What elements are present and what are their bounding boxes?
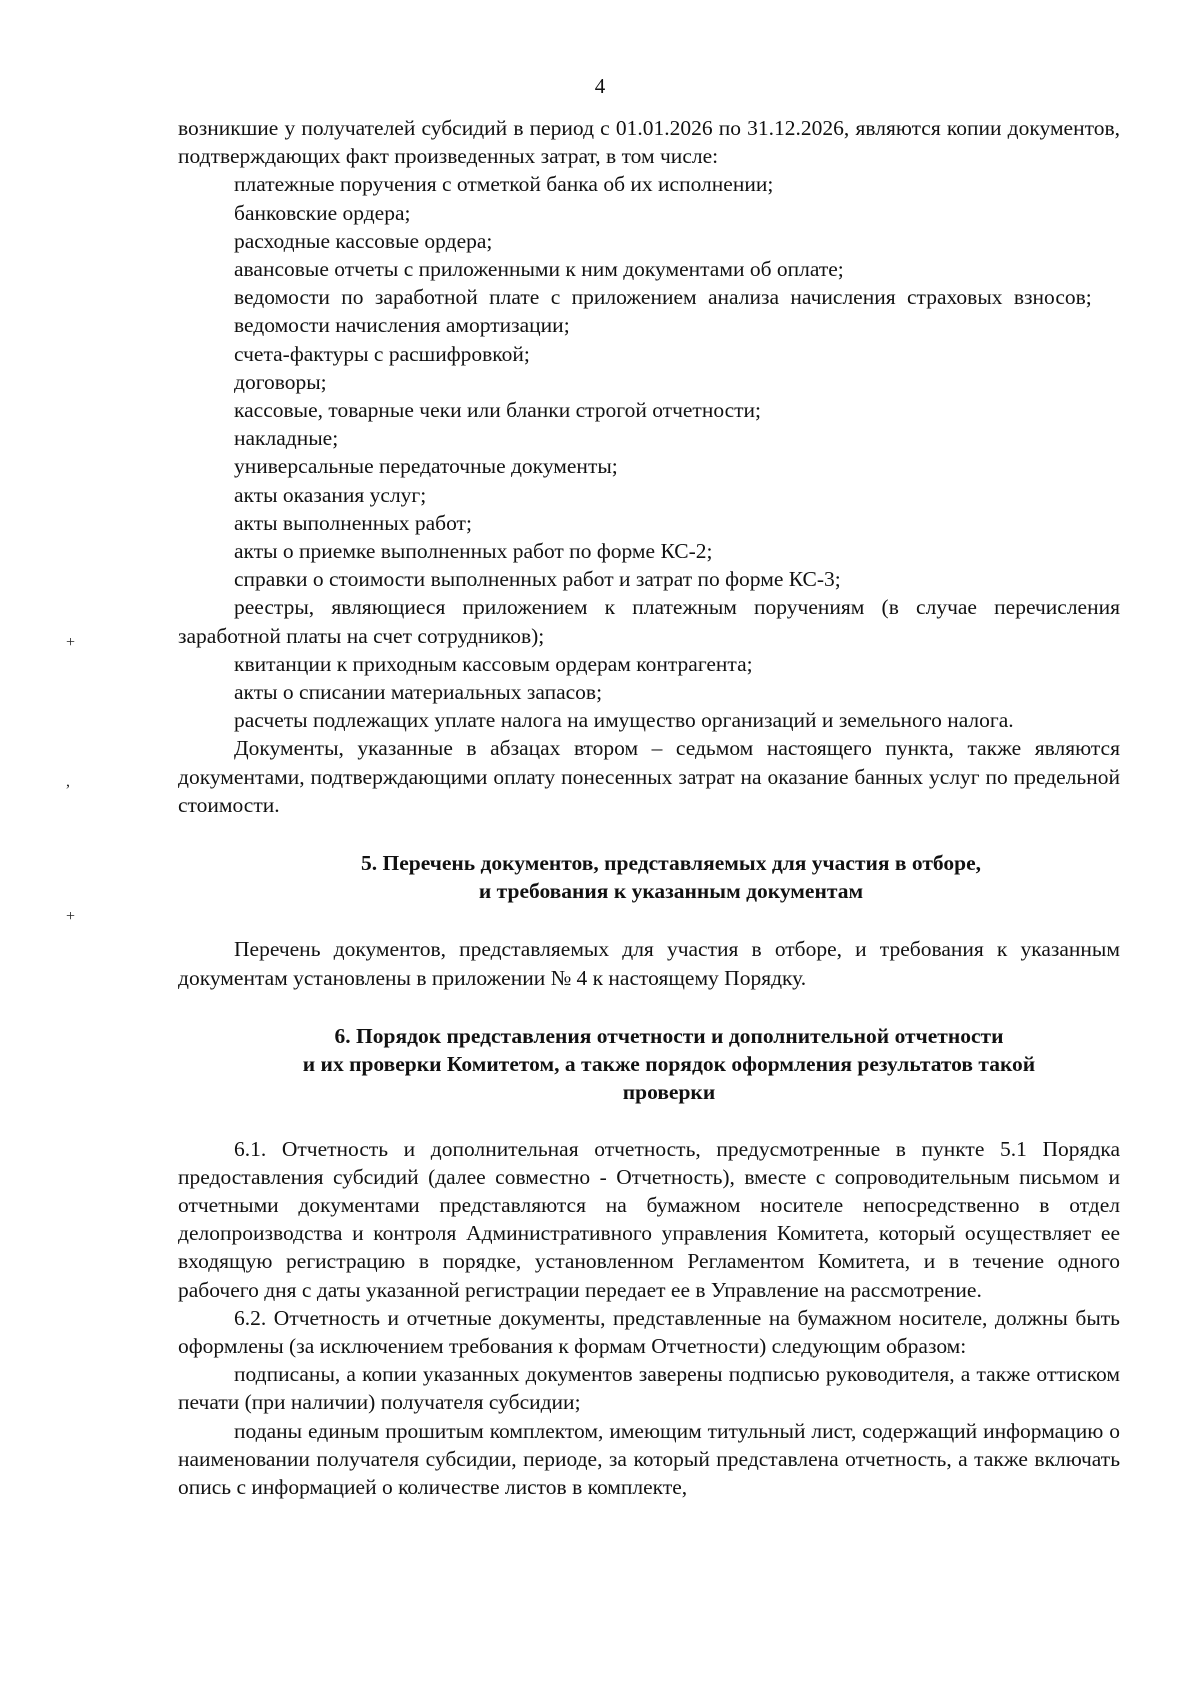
list-item: ведомости начисления амортизации;: [234, 313, 570, 338]
section-6-heading: [178, 1022, 1120, 1107]
list-item: акты о списании материальных запасов;: [234, 680, 603, 705]
paragraph-6-1: 6.1. Отчетность и дополнительная отчетность, предусмотренные в пункте 5.1 Порядка предоставления субсидий (далее совместно - Отчетность), вместе с сопроводительным письмом и отчетными документами представляются на бумажном носителе непосредственно в отдел делопроизводства и контроля Административного управления Комитета, который осуществляет ее входящую регистрацию в порядке, установленном Регламентом Комитета, и в течение одного рабочего дня с даты указанной регистрации передает ее в Управление на рассмотрение.: [178, 1136, 1120, 1302]
page-number: 4: [594, 74, 606, 98]
section-6-heading-line3: проверки: [622, 1080, 716, 1105]
margin-mark: ,: [66, 773, 70, 790]
list-item: накладные;: [234, 426, 339, 451]
closing-paragraph: Документы, указанные в абзацах втором – седьмом настоящего пункта, также являются документами, подтверждающими оплату понесенных затрат на оказание банных услуг по предельной стоимости.: [178, 736, 1120, 817]
section-5-heading-line2: и требования к указанным документам: [478, 879, 864, 904]
list-item: универсальные передаточные документы;: [234, 454, 618, 479]
list-item: расходные кассовые ордера;: [234, 228, 493, 253]
section-6-heading-line2: и их проверки Комитетом, а также порядок оформления результатов такой: [302, 1052, 1036, 1077]
list-item: акты оказания услуг;: [234, 482, 427, 507]
paragraph-6-2: 6.2. Отчетность и отчетные документы, представленные на бумажном носителе, должны быть оформлены (за исключением требования к формам Отчетности) следующим образом:: [178, 1305, 1120, 1358]
section-5-text: Перечень документов, представляемых для участия в отборе, и требования к указанным документам установлены в приложении № 4 к настоящему Порядку.: [178, 937, 1120, 990]
list-item: платежные поручения с отметкой банка об их исполнении;: [234, 172, 774, 197]
list-item: авансовые отчеты с приложенными к ним документами об оплате;: [234, 257, 844, 282]
list-item: ведомости по заработной плате с приложением анализа начисления страховых взносов;: [234, 285, 1092, 310]
paragraph-6-2-b: поданы единым прошитым комплектом, имеющим титульный лист, содержащий информацию о наименовании получателя субсидии, периоде, за который представлена отчетность, а также включать опись с информацией о количестве листов в комплекте,: [178, 1418, 1120, 1499]
margin-mark: +: [66, 908, 76, 925]
margin-mark: +: [66, 634, 76, 651]
list-item: акты выполненных работ;: [234, 510, 472, 535]
list-item: реестры, являющиеся приложением к платежным поручениям (в случае перечисления заработной платы на счет сотрудников);: [178, 595, 1120, 648]
list-item: акты о приемке выполненных работ по форме КС-2;: [234, 539, 713, 564]
document-body: [178, 114, 1120, 1501]
section-6-heading-line1: 6. Порядок представления отчетности и дополнительной отчетности: [334, 1023, 1004, 1048]
paragraph-6-2-a: подписаны, а копии указанных документов заверены подписью руководителя, а также оттиском печати (при наличии) получателя субсидии;: [178, 1362, 1120, 1415]
list-item: счета-фактуры с расшифровкой;: [234, 341, 530, 366]
section-5-heading: [178, 849, 1120, 905]
section-5-heading-line1: 5. Перечень документов, представляемых для участия в отборе,: [360, 851, 982, 876]
intro-paragraph: возникшие у получателей субсидий в период с 01.01.2026 по 31.12.2026, являются копии документов, подтверждающих факт произведенных затрат, в том числе:: [178, 116, 1120, 169]
list-item: справки о стоимости выполненных работ и затрат по форме КС-3;: [234, 567, 841, 592]
list-item: квитанции к приходным кассовым ордерам контрагента;: [234, 651, 753, 676]
list-item: кассовые, товарные чеки или бланки строгой отчетности;: [234, 398, 762, 423]
list-item: договоры;: [234, 369, 327, 394]
list-item: банковские ордера;: [234, 200, 411, 225]
list-item: расчеты подлежащих уплате налога на имущество организаций и земельного налога.: [234, 708, 1014, 733]
